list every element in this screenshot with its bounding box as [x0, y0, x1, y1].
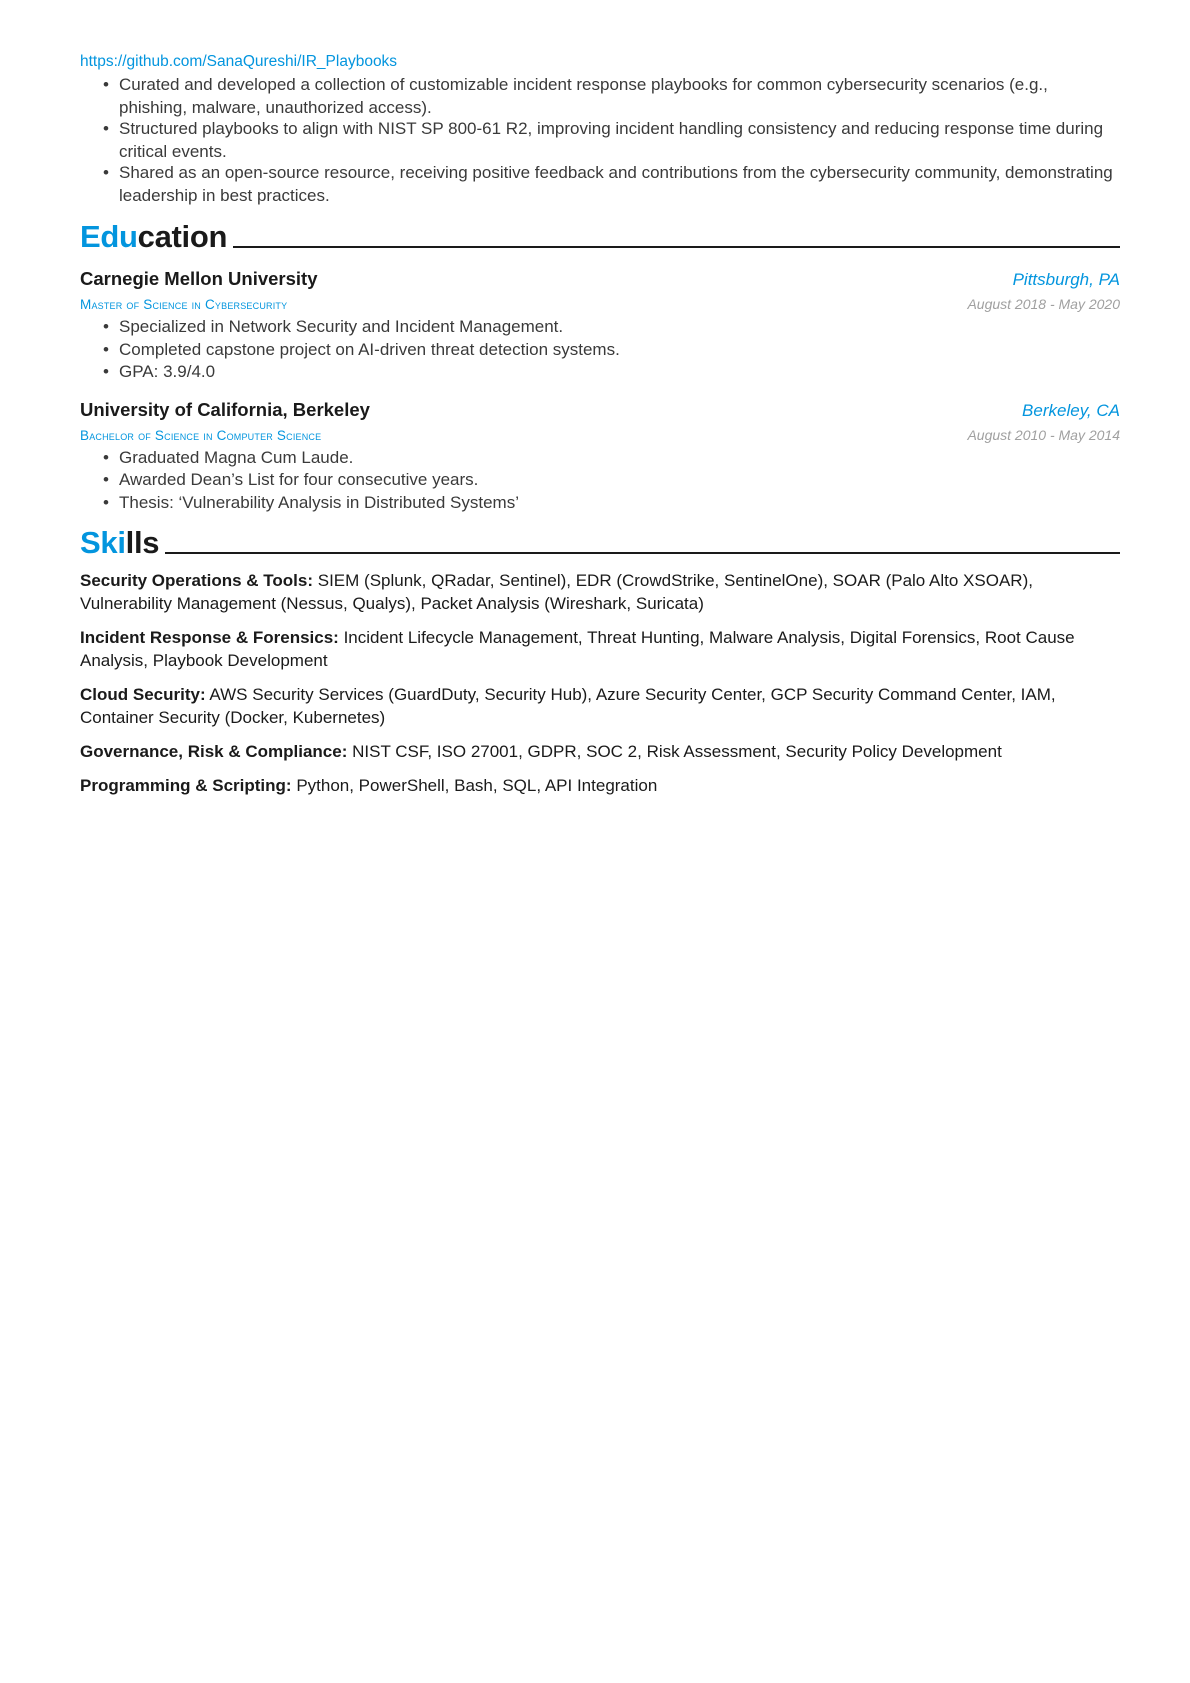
skill-label: Incident Response & Forensics: [80, 628, 339, 647]
date-range: August 2010 - May 2014 [967, 426, 1120, 443]
section-title-accent: Ski [80, 525, 126, 560]
bullet-text: Graduated Magna Cum Laude. [119, 447, 354, 467]
section-title-accent: Edu [80, 219, 138, 254]
skill-row [80, 683, 1120, 729]
list-item [80, 492, 1120, 515]
section-title [80, 220, 227, 254]
bullet-icon: • [103, 75, 109, 94]
education-entry [80, 397, 1120, 515]
degree-title: Master of Science in Cybersecurity [80, 297, 288, 312]
skills-heading [80, 520, 1120, 560]
bullet-icon: • [103, 163, 109, 182]
skill-row [80, 774, 1120, 797]
list-item [80, 74, 1120, 119]
section-divider [165, 552, 1120, 554]
skill-text: Incident Lifecycle Management, Threat Hunting, Malware Analysis, Digital Forensics, Root Cause Analysis, Playbook Development [80, 628, 1075, 670]
school-name: University of California, Berkeley [80, 398, 370, 420]
skills-list [80, 569, 1120, 797]
bullet-icon: • [103, 119, 109, 138]
education-bullets [80, 447, 1120, 515]
bullet-text: Specialized in Network Security and Incident Management. [119, 317, 564, 336]
bullet-text: Curated and developed a collection of customizable incident response playbooks for common cybersecurity scenarios (e.g., phishing, malware, unauthorized access). [119, 75, 1048, 117]
education-heading [80, 214, 1120, 254]
bullet-icon: • [103, 492, 109, 512]
project-link[interactable]: https://github.com/SanaQureshi/IR_Playbooks [80, 53, 398, 70]
skill-row [80, 626, 1120, 672]
bullet-text: Thesis: ‘Vulnerability Analysis in Distributed Systems’ [119, 492, 519, 512]
skill-row [80, 569, 1120, 615]
school-name: Carnegie Mellon University [80, 268, 318, 289]
school-location: Pittsburgh, PA [1012, 270, 1120, 289]
section-title-rest: cation [137, 219, 228, 254]
bullet-icon: • [103, 317, 109, 336]
list-item [80, 361, 1120, 384]
bullet-text: Awarded Dean’s List for four consecutive years. [119, 470, 479, 489]
list-item [80, 469, 1120, 492]
list-item [80, 316, 1120, 339]
section-title-rest: lls [125, 525, 160, 560]
skill-label: Governance, Risk & Compliance: [80, 742, 348, 761]
skill-text: Python, PowerShell, Bash, SQL, API Integration [296, 776, 658, 795]
bullet-text: Shared as an open-source resource, receiving positive feedback and contributions from the cybersecurity community, demonstrating leadership in best practices. [119, 163, 1113, 205]
skill-label: Security Operations & Tools: [80, 571, 314, 590]
list-item [80, 118, 1120, 163]
bullet-icon: • [103, 470, 109, 489]
skill-text: NIST CSF, ISO 27001, GDPR, SOC 2, Risk Assessment, Security Policy Development [352, 742, 1002, 761]
skill-row [80, 740, 1120, 763]
skill-label: Programming & Scripting: [80, 776, 292, 795]
bullet-text: GPA: 3.9/4.0 [119, 362, 216, 381]
bullet-icon: • [103, 362, 109, 381]
list-item [80, 339, 1120, 362]
bullet-icon: • [103, 447, 109, 467]
project-entry [80, 50, 1120, 207]
school-location: Berkeley, CA [1022, 400, 1120, 420]
project-bullets [80, 74, 1120, 207]
skill-text: SIEM (Splunk, QRadar, Sentinel), EDR (CrowdStrike, SentinelOne), SOAR (Palo Alto XSOAR), Vulnerability Management (Nessus, Qualys), Packet Analysis (Wireshark, Suricata) [80, 571, 1033, 613]
education-entry [80, 266, 1120, 384]
section-title [80, 526, 159, 560]
resume-page [80, 50, 1120, 808]
degree-title: Bachelor of Science in Computer Science [80, 427, 322, 443]
list-item [80, 162, 1120, 207]
bullet-icon: • [103, 339, 109, 359]
section-divider [233, 246, 1120, 248]
list-item [80, 447, 1120, 470]
bullet-text: Structured playbooks to align with NIST SP 800-61 R2, improving incident handling consistency and reducing response time during critical events. [119, 119, 1104, 161]
education-bullets [80, 316, 1120, 384]
date-range: August 2018 - May 2020 [967, 296, 1120, 312]
skill-text: AWS Security Services (GuardDuty, Security Hub), Azure Security Center, GCP Security Command Center, IAM, Container Security (Docker, Kubernetes) [80, 685, 1056, 727]
bullet-text: Completed capstone project on AI-driven threat detection systems. [119, 339, 620, 359]
skill-label: Cloud Security: [80, 685, 206, 704]
